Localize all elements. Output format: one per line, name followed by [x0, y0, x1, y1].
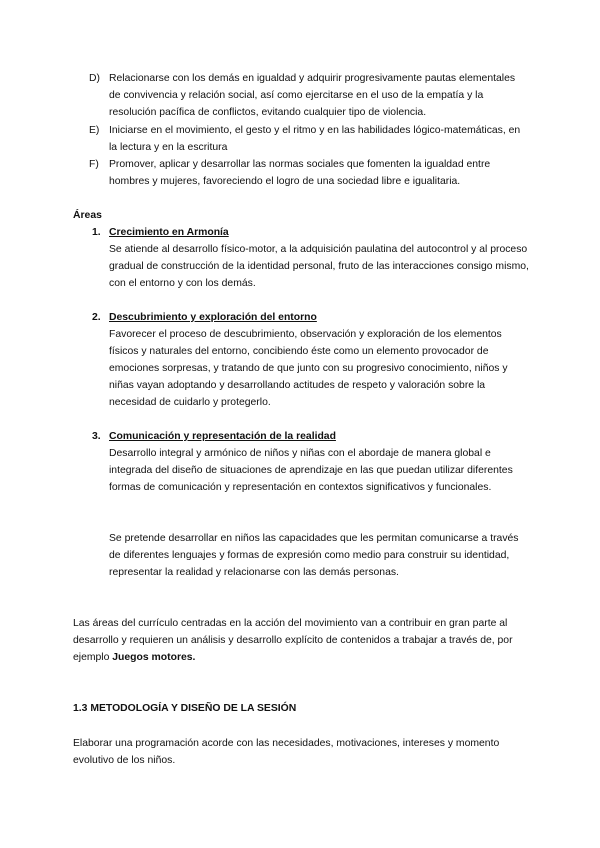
area-title-1: [92, 224, 229, 241]
objective-item-e: [89, 122, 529, 156]
area-title-3: [92, 428, 336, 445]
area-body-3: Desarrollo integral y armónico de niños y niñas con el abordaje de manera global e integrada del diseño de situaciones de aprendizaje en las que puedan utilizar diferentes formas de comunicación y representación en contextos significativos y funcionales.: [109, 448, 513, 493]
areas-heading: Áreas: [73, 210, 102, 221]
section-paragraph: Elaborar una programación acorde con las necesidades, motivaciones, intereses y momento evolutivo de los niños.: [73, 738, 500, 766]
area-body-1: Se atiende al desarrollo físico-motor, a la adquisición paulatina del autocontrol y al proceso gradual de construcción de la identidad personal, fruto de las interacciones consigo mismo, con el entorno y con los demás.: [109, 244, 529, 289]
objective-marker: E): [89, 125, 100, 136]
curriculum-paragraph: [73, 615, 533, 666]
area-title-2: [92, 309, 317, 326]
area-body-2: Favorecer el proceso de descubrimiento, observación y exploración de los elementos físicos y naturales del entorno, concibiendo éste como un elemento provocador de emociones sorpresas, y tratando de que junto con su progresivo conocimiento, niños y niñas vayan adoptando y desarrollando actitudes de respeto y valoración sobre la necesidad de cuidarlo y protegerlo.: [109, 329, 508, 408]
objective-marker: D): [89, 73, 100, 84]
curriculum-text: Las áreas del currículo centradas en la acción del movimiento van a contribuir en gran parte al desarrollo y requieren un análisis y desarrollo explícito de contenidos a trabajar a través de, por ejemplo: [73, 618, 513, 663]
section-heading: 1.3 METODOLOGÍA Y DISEÑO DE LA SESIÓN: [73, 703, 297, 714]
objective-text: Relacionarse con los demás en igualdad y adquirir progresivamente pautas elementales de convivencia y relación social, así como ejercitarse en el uso de la empatía y la resolución pacífica de conflictos, evitando cualquier tipo de violencia.: [109, 73, 516, 118]
curriculum-bold-text: Juegos motores.: [112, 652, 196, 663]
area-number: 1.: [92, 227, 101, 238]
area-title-text: Crecimiento en Armonía: [109, 227, 229, 238]
objective-text: Promover, aplicar y desarrollar las normas sociales que fomenten la igualdad entre hombres y mujeres, favoreciendo el logro de una sociedad libre e igualitaria.: [109, 159, 491, 187]
area-title-text: Comunicación y representación de la realidad: [109, 431, 336, 442]
objective-item-f: [89, 156, 529, 190]
area-body-3-second: Se pretende desarrollar en niños las capacidades que les permitan comunicarse a través de diferentes lenguajes y formas de expresión como medio para construir su identidad, representar la realidad y relacionarse con las demás personas.: [109, 533, 519, 578]
area-number: 3.: [92, 431, 101, 442]
objective-marker: F): [89, 159, 99, 170]
objective-item-d: [89, 70, 529, 121]
objective-text: Iniciarse en el movimiento, el gesto y el ritmo y en las habilidades lógico-matemáticas, en la lectura y en la escritura: [109, 125, 521, 153]
area-title-text: Descubrimiento y exploración del entorno: [109, 312, 317, 323]
area-number: 2.: [92, 312, 101, 323]
